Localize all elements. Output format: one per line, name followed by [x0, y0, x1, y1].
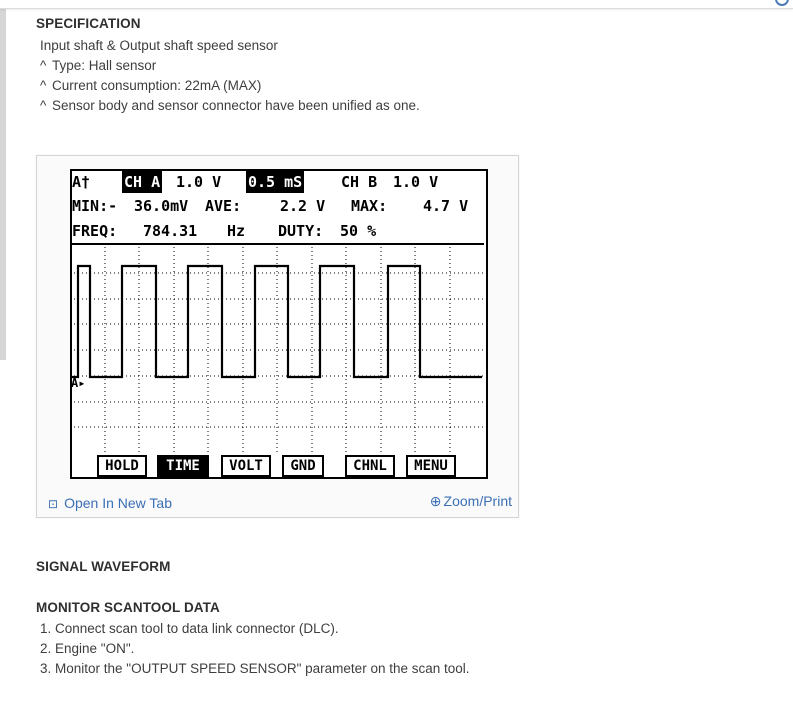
softkey-volt[interactable]: VOLT [221, 455, 271, 477]
page-left-rail [0, 0, 6, 360]
monitor-step: 2. Engine "ON". [40, 641, 135, 656]
ground-marker: A▸ [71, 376, 86, 390]
square-waveform-trace [72, 266, 482, 377]
scope-max-value: 4.7 V [423, 197, 469, 215]
scope-freq-label: FREQ: [72, 222, 118, 240]
softkey-gnd[interactable]: GND [282, 455, 324, 477]
scope-duty-label: DUTY: [278, 222, 324, 240]
scope-freq-unit: Hz [227, 222, 246, 240]
scope-max-label: MAX: [351, 197, 388, 215]
zoom-print-link[interactable]: ⊕ Zoom/Print [429, 493, 512, 509]
scope-mode: A† [72, 173, 91, 191]
scope-freq-value: 784.31 [143, 222, 198, 240]
waveform-grid [70, 247, 484, 453]
scope-ch-b-scale: 1.0 V [393, 173, 439, 191]
scope-ch-a: CH A [124, 173, 161, 191]
scope-min-label: MIN:- [72, 197, 118, 215]
monitor-step: 3. Monitor the "OUTPUT SPEED SENSOR" parameter on the scan tool. [40, 661, 470, 676]
figure-card [36, 155, 519, 518]
softkey-hold[interactable]: HOLD [97, 455, 147, 477]
scope-ch-a-scale: 1.0 V [176, 173, 222, 191]
open-tab-icon: ⊡ [48, 497, 59, 511]
scope-header [70, 169, 484, 245]
scope-softkeys [70, 453, 484, 477]
softkey-chnl[interactable]: CHNL [345, 455, 395, 477]
oscilloscope-screen [70, 169, 488, 479]
scope-ave-value: 2.2 V [280, 197, 326, 215]
specification-heading: SPECIFICATION [36, 16, 141, 31]
scope-duty-value: 50 % [340, 222, 377, 240]
open-in-new-tab-link[interactable]: ⊡ Open In New Tab [48, 495, 172, 511]
monitor-step: 1. Connect scan tool to data link connector (DLC). [40, 621, 339, 636]
scope-ch-b: CH B [341, 173, 378, 191]
scope-timebase: 0.5 mS [248, 173, 303, 191]
spec-item: ^ Sensor body and sensor connector have been unified as one. [40, 98, 420, 113]
signal-waveform-heading: SIGNAL WAVEFORM [36, 559, 171, 574]
spec-item: ^ Type: Hall sensor [40, 58, 157, 73]
softkey-menu[interactable]: MENU [406, 455, 456, 477]
spec-subtitle: Input shaft & Output shaft speed sensor [40, 38, 278, 53]
spec-item: ^ Current consumption: 22mA (MAX) [40, 78, 262, 93]
scope-min-value: 36.0mV [134, 197, 189, 215]
zoom-icon: ⊕ [429, 493, 442, 509]
top-bar [0, 0, 793, 9]
monitor-scantool-heading: MONITOR SCANTOOL DATA [36, 600, 220, 615]
corner-circle-icon[interactable] [775, 0, 789, 6]
softkey-time[interactable]: TIME [157, 455, 209, 477]
scope-ave-label: AVE: [205, 197, 242, 215]
